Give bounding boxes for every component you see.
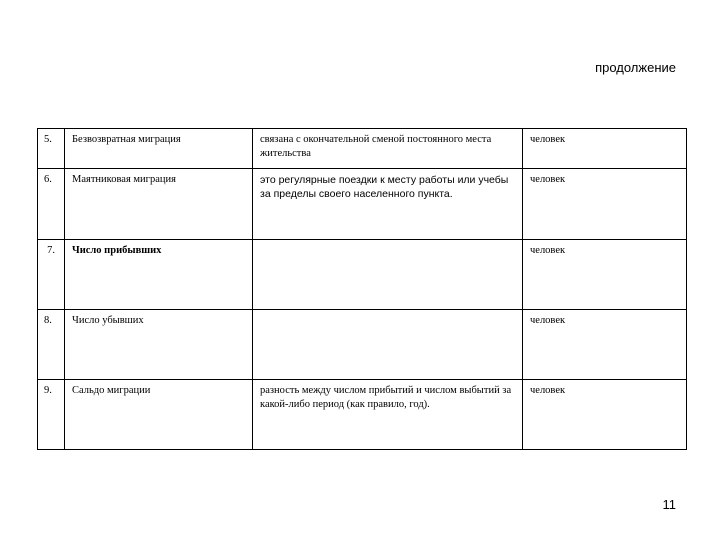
row-unit: человек	[523, 129, 687, 169]
row-description: разность между числом прибытий и числом выбытий за какой-либо период (как правило, год).	[253, 380, 523, 450]
row-description: это регулярные поездки к месту работы или учебы за пределы своего населенного пункта.	[253, 169, 523, 240]
table-row	[38, 380, 687, 450]
row-unit: человек	[523, 240, 687, 310]
page-number: 11	[662, 497, 676, 512]
migration-table	[37, 128, 687, 450]
row-name: Сальдо миграции	[65, 380, 253, 450]
row-number: 7.	[38, 240, 65, 310]
row-name: Маятниковая миграция	[65, 169, 253, 240]
row-name: Число прибывших	[65, 240, 253, 310]
row-number: 6.	[38, 169, 65, 240]
row-unit: человек	[523, 310, 687, 380]
row-description: связана с окончательной сменой постоянного места жительства	[253, 129, 523, 169]
table-row	[38, 169, 687, 240]
row-name: Число убывших	[65, 310, 253, 380]
table-row	[38, 310, 687, 380]
row-name: Безвозвратная миграция	[65, 129, 253, 169]
row-unit: человек	[523, 380, 687, 450]
row-number: 5.	[38, 129, 65, 169]
row-description	[253, 310, 523, 380]
continued-label: продолжение	[595, 60, 676, 75]
table-row	[38, 129, 687, 169]
table-row	[38, 240, 687, 310]
row-unit: человек	[523, 169, 687, 240]
row-number: 9.	[38, 380, 65, 450]
row-description	[253, 240, 523, 310]
row-number: 8.	[38, 310, 65, 380]
